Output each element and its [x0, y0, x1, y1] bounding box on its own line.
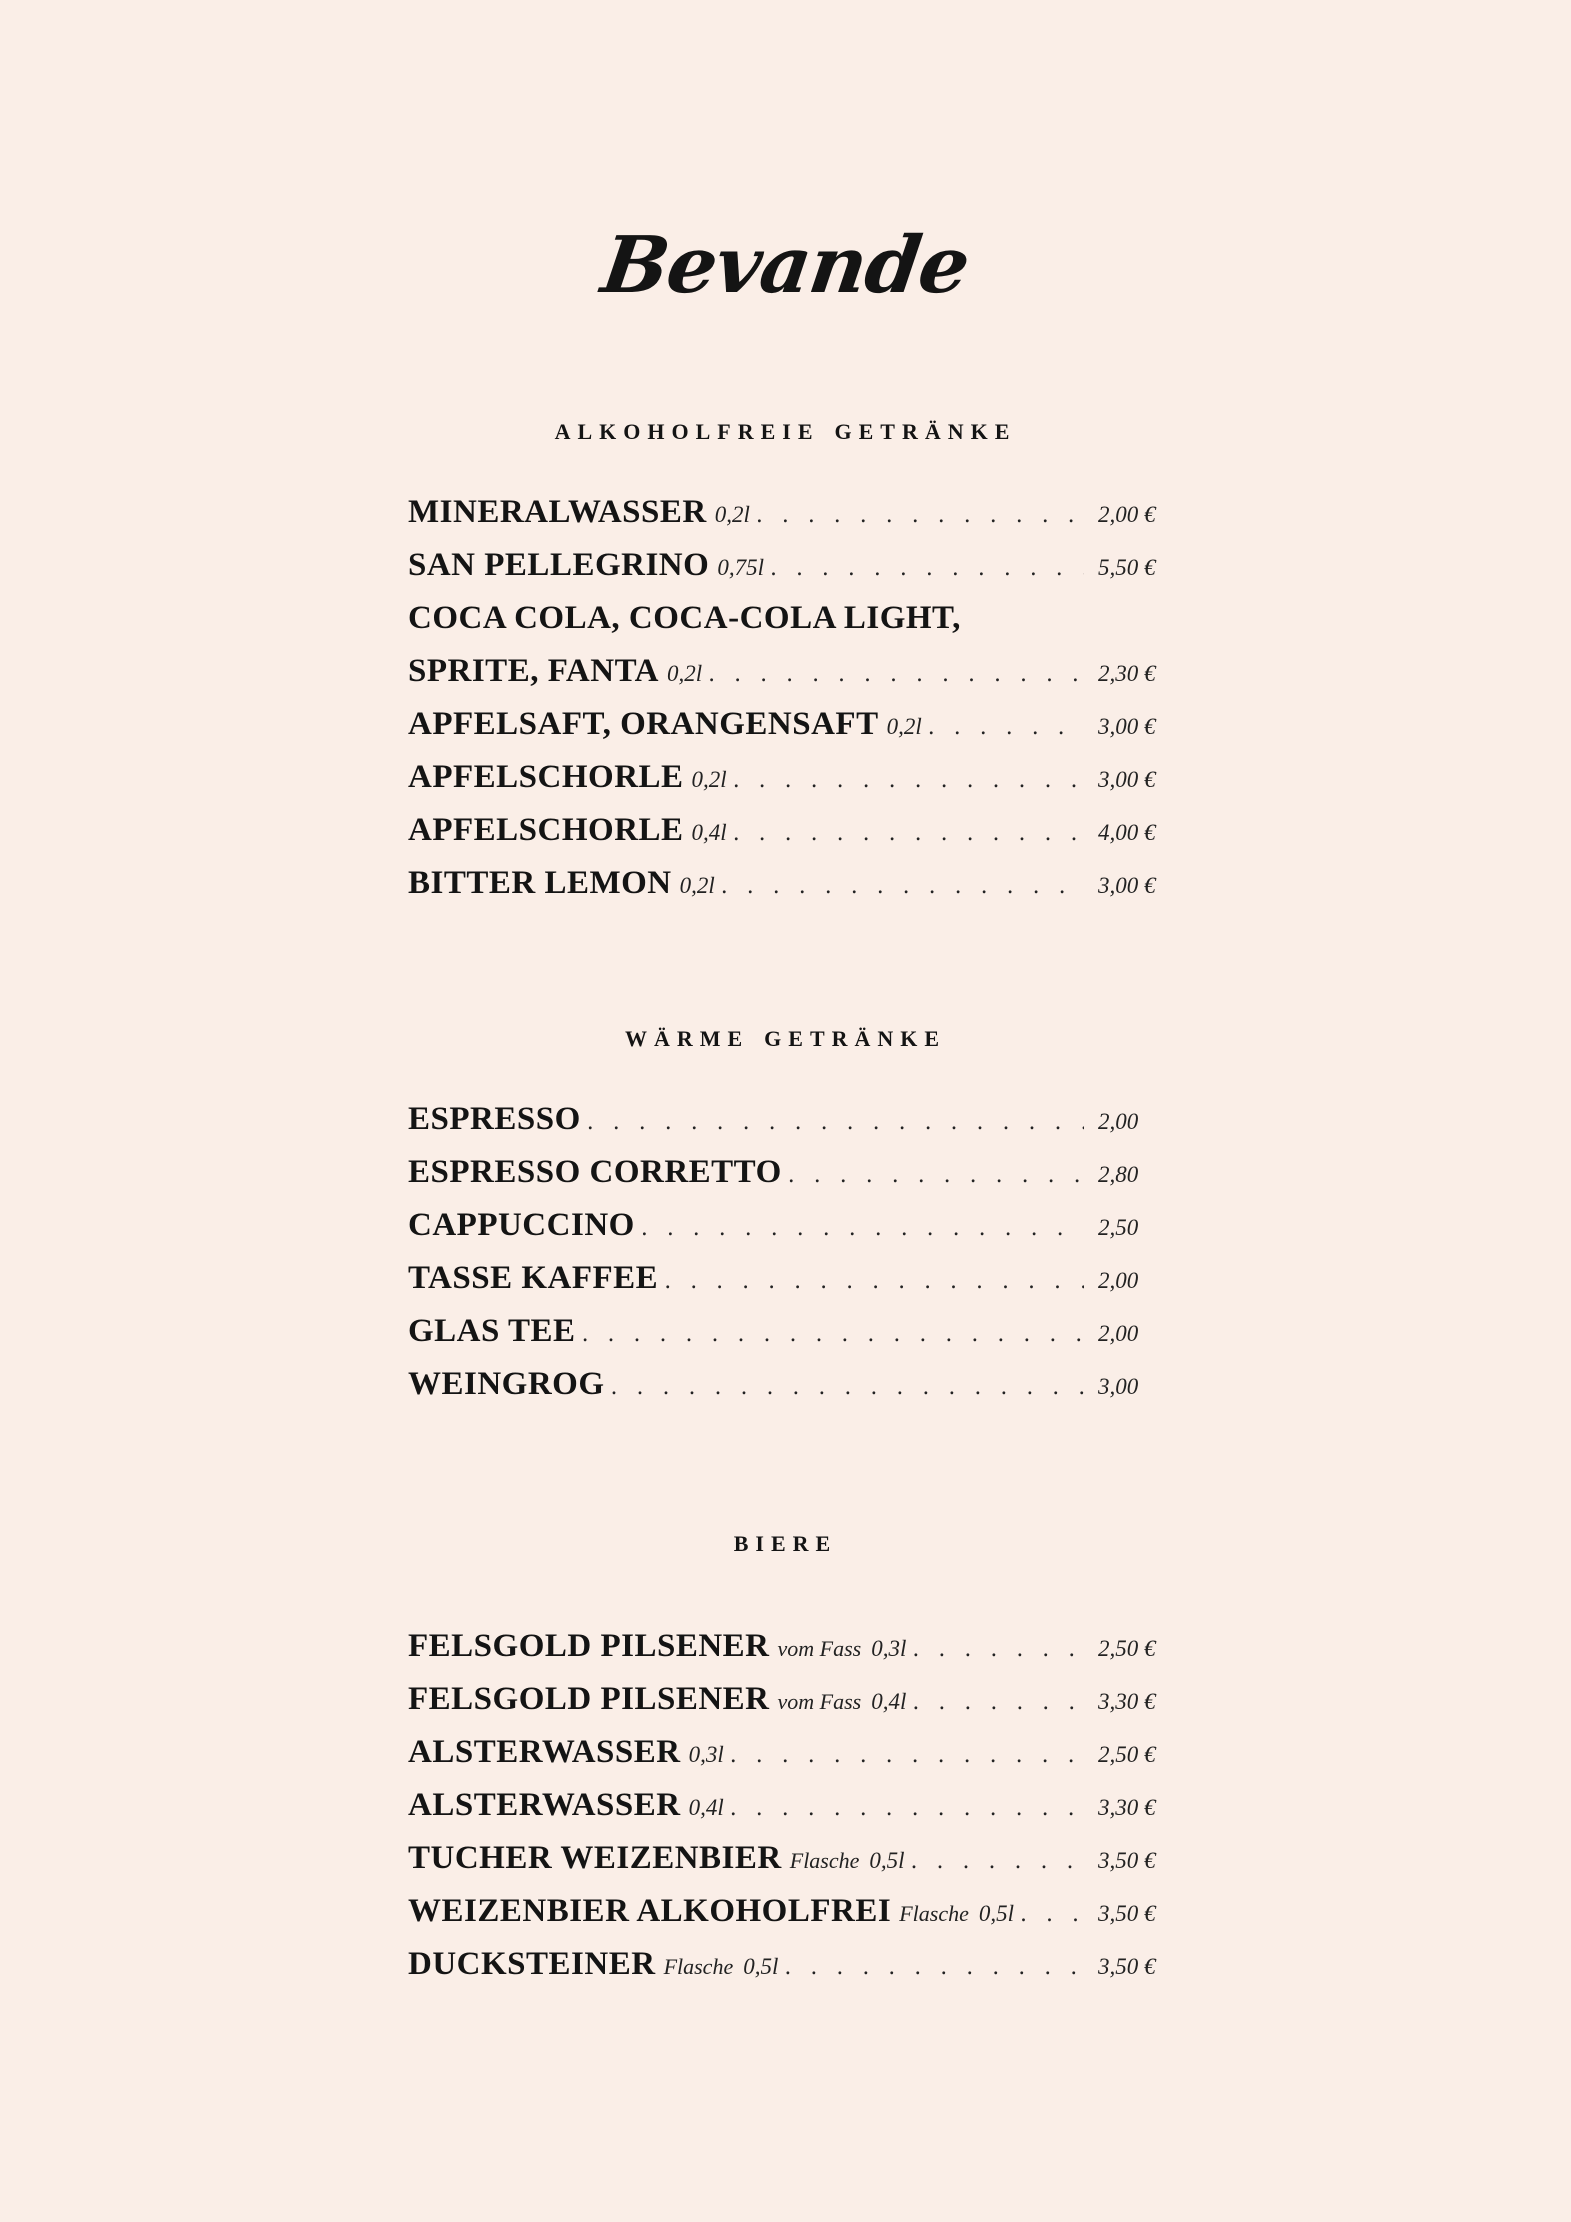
item-size: [689, 1795, 724, 1821]
section-biere: [0, 1522, 1571, 1559]
dot-leader: [611, 1375, 1084, 1400]
dot-leader: [582, 1322, 1084, 1347]
dot-leader: [641, 1216, 1084, 1241]
dot-leader: [721, 874, 1084, 899]
item-name: ESPRESSO CORRETTO: [408, 1154, 782, 1190]
item-volume: 0,4l: [691, 820, 727, 845]
item-price: 2,00: [1098, 1268, 1139, 1293]
item-volume: 0,2l: [714, 502, 750, 527]
menu-item: [408, 494, 1168, 547]
dot-leader: [733, 821, 1084, 846]
item-price: 5,50 €: [1098, 555, 1156, 580]
item-name: COCA COLA, COCA-COLA LIGHT,: [408, 600, 961, 636]
dot-leader: [912, 1637, 1084, 1662]
item-price: 2,00: [1098, 1321, 1139, 1346]
section-heading: biere: [733, 1522, 838, 1558]
item-price: 4,00 €: [1098, 820, 1156, 845]
menu-item: [408, 1366, 1168, 1419]
menu-item: [408, 1101, 1168, 1154]
menu-item: [408, 812, 1168, 865]
dot-leader: [911, 1849, 1084, 1874]
item-name: BITTER LEMON: [408, 865, 672, 901]
item-name: CAPPUCCINO: [408, 1207, 635, 1243]
item-size: [667, 661, 702, 687]
dot-leader: [664, 1269, 1084, 1294]
item-size: [899, 1901, 1014, 1927]
dot-leader: [708, 662, 1084, 687]
item-volume: 0,4l: [871, 1689, 907, 1714]
item-volume: 0,4l: [688, 1795, 724, 1820]
item-volume: 0,75l: [717, 555, 764, 580]
item-volume: 0,2l: [666, 661, 703, 686]
item-price: 3,00: [1098, 1374, 1139, 1399]
item-volume: 0,5l: [869, 1848, 905, 1873]
menu-item: [408, 1734, 1168, 1787]
item-price: 3,50 €: [1098, 1848, 1156, 1873]
dot-leader: [784, 1955, 1084, 1980]
item-size: [778, 1636, 907, 1662]
menu-item: [408, 1840, 1168, 1893]
menu-list: [408, 1101, 1168, 1419]
dot-leader: [756, 503, 1084, 528]
item-name: SAN PELLEGRINO: [408, 547, 710, 583]
menu-item: [408, 1946, 1168, 1999]
item-name: SPRITE, FANTA: [408, 653, 659, 689]
dot-leader: [1020, 1902, 1084, 1927]
item-size: [778, 1689, 907, 1715]
dot-leader: [730, 1796, 1084, 1821]
menu-item: [408, 865, 1168, 918]
item-price: 2,50: [1098, 1215, 1139, 1240]
item-name: APFELSAFT, ORANGENSAFT: [408, 706, 879, 742]
menu-item: [408, 653, 1168, 706]
item-volume: 0,2l: [691, 767, 727, 792]
item-price: 3,30 €: [1098, 1795, 1156, 1820]
item-name: MINERALWASSER: [408, 494, 707, 530]
section-heading: alkoholfreie getränke: [554, 410, 1017, 446]
item-name: ALSTERWASSER: [408, 1787, 681, 1823]
item-size: [692, 820, 727, 846]
item-name: APFELSCHORLE: [408, 812, 684, 848]
item-name: APFELSCHORLE: [408, 759, 684, 795]
item-size: [680, 873, 715, 899]
menu-item: [408, 1313, 1168, 1366]
menu-list: [408, 1628, 1168, 1999]
menu-item: [408, 600, 1168, 653]
dot-leader: [587, 1110, 1084, 1135]
item-name: TUCHER WEIZENBIER: [408, 1840, 782, 1876]
menu-item: [408, 1207, 1168, 1260]
dot-leader: [912, 1690, 1084, 1715]
dot-leader: [788, 1163, 1084, 1188]
item-serving-label: Flasche: [663, 1954, 734, 1979]
item-volume: 0,3l: [688, 1742, 724, 1767]
dot-leader: [928, 715, 1084, 740]
item-size: [689, 1742, 724, 1768]
menu-item: [408, 547, 1168, 600]
item-price: 2,80: [1098, 1162, 1139, 1187]
dot-leader: [730, 1743, 1084, 1768]
menu-item: [408, 759, 1168, 812]
item-size: [790, 1848, 905, 1874]
item-volume: 0,2l: [679, 873, 715, 898]
section-alkoholfreie-getraenke: [0, 410, 1571, 447]
dot-leader: [733, 768, 1084, 793]
page-title: Bevande: [596, 220, 975, 311]
section-waerme-getraenke: [0, 1017, 1571, 1054]
item-price: 3,30 €: [1098, 1689, 1156, 1714]
item-price: 3,00 €: [1098, 767, 1156, 792]
menu-list: [408, 494, 1168, 918]
menu-item: [408, 1893, 1168, 1946]
item-size: [715, 502, 750, 528]
item-price: 3,00 €: [1098, 714, 1156, 739]
item-price: 2,50 €: [1098, 1636, 1156, 1661]
item-serving-label: vom Fass: [777, 1689, 862, 1714]
item-price: 2,00 €: [1098, 502, 1156, 527]
item-price: 2,50 €: [1098, 1742, 1156, 1767]
item-serving-label: vom Fass: [777, 1636, 862, 1661]
menu-item: [408, 706, 1168, 759]
item-price: 2,30 €: [1098, 661, 1156, 686]
item-price: 2,00: [1098, 1109, 1139, 1134]
item-size: [717, 555, 764, 581]
menu-item: [408, 1154, 1168, 1207]
item-name: ALSTERWASSER: [408, 1734, 681, 1770]
item-name: FELSGOLD PILSENER: [408, 1628, 770, 1664]
item-name: DUCKSTEINER: [408, 1946, 656, 1982]
menu-item: [408, 1681, 1168, 1734]
menu-item: [408, 1787, 1168, 1840]
menu-item: [408, 1628, 1168, 1681]
item-price: 3,00 €: [1098, 873, 1156, 898]
item-name: ESPRESSO: [408, 1101, 581, 1137]
menu-item: [408, 1260, 1168, 1313]
item-size: [664, 1954, 779, 1980]
item-serving-label: Flasche: [789, 1848, 860, 1873]
dot-leader: [770, 556, 1084, 581]
item-name: GLAS TEE: [408, 1313, 576, 1349]
item-size: [692, 767, 727, 793]
item-volume: 0,3l: [871, 1636, 907, 1661]
item-name: WEIZENBIER ALKOHOLFREI: [408, 1893, 892, 1929]
item-price: 3,50 €: [1098, 1954, 1156, 1979]
item-volume: 0,5l: [978, 1901, 1014, 1926]
item-name: TASSE KAFFEE: [408, 1260, 659, 1296]
item-name: FELSGOLD PILSENER: [408, 1681, 770, 1717]
item-name: WEINGROG: [408, 1366, 605, 1402]
item-serving-label: Flasche: [899, 1901, 969, 1926]
item-size: [887, 714, 922, 740]
section-heading: wärme getränke: [624, 1017, 947, 1053]
item-volume: 0,2l: [886, 714, 922, 739]
item-price: 3,50 €: [1098, 1901, 1156, 1926]
item-volume: 0,5l: [743, 1954, 779, 1979]
